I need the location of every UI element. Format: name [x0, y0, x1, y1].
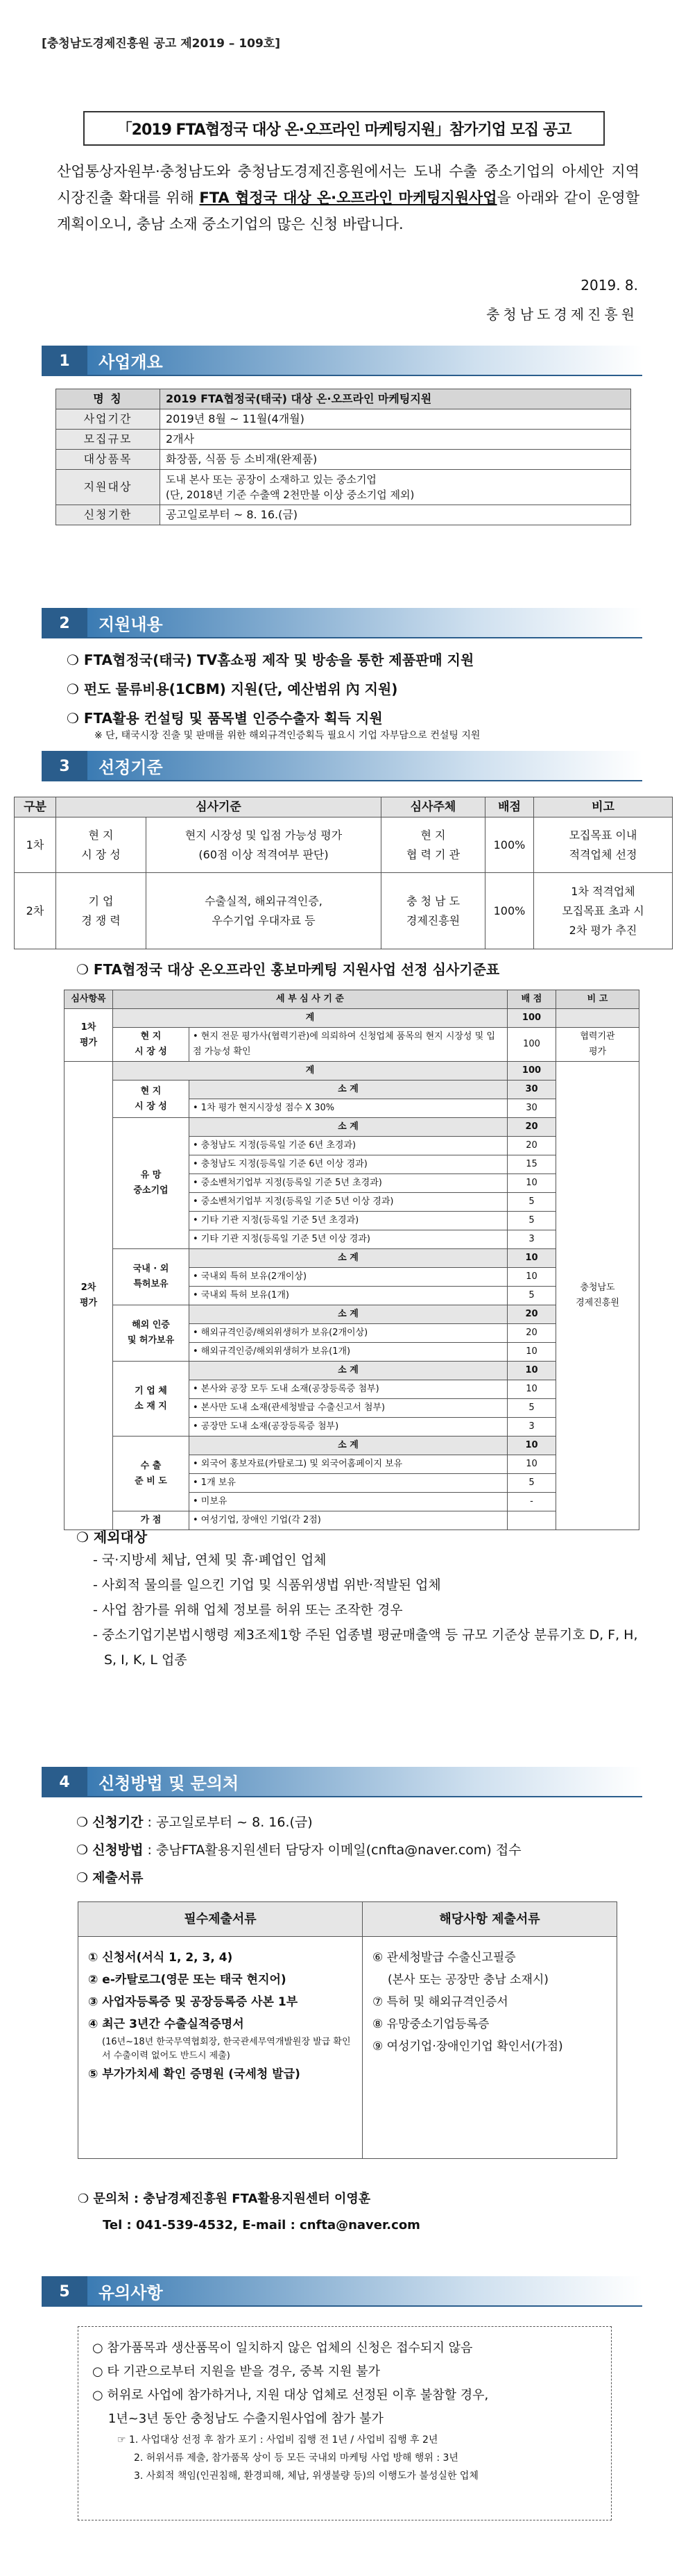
issue-date-block [486, 271, 638, 329]
table-row: • 충청남도 지정(등록일 기준 6년 초경과) 20 [64, 1137, 639, 1155]
table-row: • 기타 기관 지정(등록일 기준 5년 이상 경과) 3 [64, 1230, 639, 1249]
section-4-header: 4 신청방법 및 문의처 [42, 1767, 642, 1797]
table-row: 기 업 체 소 재 지 소 계 10 [64, 1362, 639, 1380]
table-row: • 공장만 도내 소재(공장등록증 첨부) 3 [64, 1418, 639, 1437]
scoring-table: 심사항목 세 부 심 사 기 준 배 점 비 고 1차 평가 계 100 현 지 시 장 성 • 현지 전문 평가사(협력기관)에 의뢰하여 신청업체 품목의 현지 시장성 및 입점 가능성 확인 100 협력기관 평가 2차 평가 계 100 충청남도 경제진흥원 현 지 시 장 성 소 계 30 • 1차 평가 현지시장성 점수 X 30% 30 유 망 중소기업 소 계 20 • 충청남도 지정(등록일 기준 6년 초경과) 20 • 충청남도 지정(등록일 기준 6년 이상 경과) 15 • 중소벤처기업부 지정(등록일 기준 5년 초경과) 10 • 중소벤처기업부 지정(등록일 기준 5년 이상 경과) 5 • 기타 기관 지정(등록일 기준 5년 초경과) 5 • 기타 기관 지정(등록일 기준 5년 이상 경과) 3 국내 · 외 특허보유 소 계 10 • 국내외 특허 보유(2개이상) 10 • 국내외 특허 보유(1개) 5 해외 인증 및 허가보유 소 계 20 • 해외규격인증/해외위생허가 보유(2개이상) 20 • 해외규격인증/해외위생허가 보유(1개) 10 기 업 체 소 재 지 소 계 10 • 본사와 공장 모두 도내 소재(공장등록증 첨부) 10 • 본사만 도내 소재(관세청발급 수출신고서 첨부) 5 • 공장만 도내 소재(공장등록증 첨부) 3 수 출 준 비 도 소 계 10 • 외국어 홍보자료(카탈로그) 및 외국어홈페이지 보유 10 • 1개 보유 5 • 미보유 - 가 점 • 여성기업, 장애인 기업(각 2점) [64, 990, 639, 1530]
section-2-header: 2 지원내용 [42, 608, 642, 638]
table-row: 2차 평가 계 100 충청남도 경제진흥원 [64, 1062, 639, 1081]
section-3-header: 3 선정기준 [42, 751, 642, 781]
criteria-table: 구분 심사기준 심사주체 배점 비고 1차 현 지 시 장 성 현지 시장성 및 입점 가능성 평가 (60점 이상 적격여부 판단) 현 지 협 력 기 관 100% 모집목표 이내 적격업체 선정 2차 기 업 경 쟁 력 수출실적, 해외규격인증, 우수기업 우대자료 등 충 청 남 도 경제진흥원 100% 1차 적격업체 모집목표 초과 시 2차 평가 추진 [14, 797, 673, 949]
exclusion-block: ❍ 제외대상 - 국·지방세 체납, 연체 및 휴·폐업인 업체 - 사회적 물의를 일으킨 기업 및 식품위생법 위반·적발된 업체 - 사업 참가를 위해 업체 정보를 허위 또는 조작한 경우 - 중소기업기본법시행령 제3조제1항 주된 업종별 평균매출액 등 규모 기준상 분류기호 D, F, H, S, I, K, L 업종 [76, 1529, 638, 1668]
section-5-header: 5 유의사항 [42, 2276, 642, 2307]
cautions-box: ○ 참가품목과 생산품목이 일치하지 않은 업체의 신청은 접수되지 않음 ○ 타 기관으로부터 지원을 받을 경우, 중복 지원 불가 ○ 허위로 사업에 참가하거나, 지원 대상 업체로 선정된 이후 불참할 경우, 1년~3년 동안 충청남도 수출지원사업에 참가 불가 ☞ 1. 사업대상 선정 후 참가 포기 : 사업비 집행 전 1년 / 사업비 집행 후 2년 2. 허위서류 제출, 참가품목 상이 등 모든 국내외 마케팅 사업 방해 행위 : 3년 3. 사회적 책임(인권침해, 환경피해, 체납, 위생불량 등)의 이행도가 불성실한 업체 [78, 2326, 612, 2520]
table-row: 수 출 준 비 도 소 계 10 [64, 1437, 639, 1455]
issuer: 충청남도경제진흥원 [486, 306, 638, 323]
scoring-subtitle: ❍ FTA협정국 대상 온오프라인 홍보마케팅 지원사업 선정 심사기준표 [76, 961, 500, 978]
table-row: 유 망 중소기업 소 계 20 [64, 1118, 639, 1137]
table-row: • 외국어 홍보자료(카탈로그) 및 외국어홈페이지 보유 10 [64, 1455, 639, 1474]
table-row: • 본사와 공장 모두 도내 소재(공장등록증 첨부) 10 [64, 1380, 639, 1399]
table-row: • 기타 기관 지정(등록일 기준 5년 초경과) 5 [64, 1212, 639, 1230]
overview-table: 명 칭 2019 FTA협정국(태국) 대상 온·오프라인 마케팅지원 사업기간 2019년 8월 ~ 11월(4개월) 모집규모 2개사 대상품목 화장품, 식품 등 소비재(완제품) 지원대상 도내 본사 또는 공장이 소재하고 있는 중소기업 (단, 2018년 기준 수출액 2천만불 이상 중소기업 제외) 신청기한 공고일로부터 ~ 8. 16.(금) [55, 389, 631, 525]
table-row: • 1차 평가 현지시장성 점수 X 30% 30 [64, 1099, 639, 1118]
table-row: • 해외규격인증/해외위생허가 보유(2개이상) 20 [64, 1324, 639, 1343]
notice-number: [충청남도경제진흥원 공고 제2019 – 109호] [42, 37, 280, 51]
issue-date: 2019. 8. [580, 277, 638, 294]
intro-paragraph: 산업통상자원부·충청남도와 충청남도경제진흥원에서는 도내 수출 중소기업의 아세안 지역 시장진출 확대를 위해 FTA 협정국 대상 온·오프라인 마케팅지원사업을 아래와 같이 운영할 계획이오니, 충남 소재 중소기업의 많은 신청 바랍니다. [57, 163, 639, 232]
cell: 명 칭 [56, 389, 160, 409]
table-row: • 중소벤처기업부 지정(등록일 기준 5년 초경과) 10 [64, 1174, 639, 1193]
table-row: • 중소벤처기업부 지정(등록일 기준 5년 이상 경과) 5 [64, 1193, 639, 1212]
table-row: • 충청남도 지정(등록일 기준 6년 이상 경과) 15 [64, 1155, 639, 1174]
table-row: 해외 인증 및 허가보유 소 계 20 [64, 1305, 639, 1324]
page-title: 「2019 FTA협정국 대상 온·오프라인 마케팅지원」참가기업 모집 공고 [83, 111, 605, 146]
support-list: ❍ FTA협정국(태국) TV홈쇼핑 제작 및 방송을 통한 제품판매 지원 ❍ 펀도 물류비용(1CBM) 지원(단, 예산범위 內 지원) ❍ FTA활용 컨설팅 및 품목별 인증수출자 획득 지원 ※ 단, 태국시장 진출 및 판매를 위한 해외규격인증획득 필요시 기업 자부담으로 컨설팅 지원 [67, 652, 481, 741]
table-row: • 국내외 특허 보유(2개이상) 10 [64, 1268, 639, 1287]
apply-info: ❍ 신청기간 : 공고일로부터 ~ 8. 16.(금) ❍ 신청방법 : 충남FTA활용지원센터 담당자 이메일(cnfta@naver.com) 접수 ❍ 제출서류 [76, 1815, 522, 1886]
contact-block: ❍ 문의처 : 충남경제진흥원 FTA활용지원센터 이영훈 Tel : 041-539-4532, E-mail : cnfta@naver.com [78, 2192, 420, 2232]
table-row: • 1개 보유 5 [64, 1474, 639, 1493]
section-1-header: 1 사업개요 [42, 346, 642, 376]
table-row: • 국내외 특허 보유(1개) 5 [64, 1287, 639, 1305]
table-row: 국내 · 외 특허보유 소 계 10 [64, 1249, 639, 1268]
table-row: • 미보유 - [64, 1493, 639, 1511]
table-row: • 본사만 도내 소재(관세청발급 수출신고서 첨부) 5 [64, 1399, 639, 1418]
table-row: 가 점 • 여성기업, 장애인 기업(각 2점) [64, 1511, 639, 1530]
table-row: 현 지 시 장 성 소 계 30 [64, 1081, 639, 1099]
table-row: • 해외규격인증/해외위생허가 보유(1개) 10 [64, 1343, 639, 1362]
documents-table: 필수제출서류 해당사항 제출서류 ① 신청서(서식 1, 2, 3, 4) ② e-카탈로그(영문 또는 태국 현지어) ③ 사업자등록증 및 공장등록증 사본 1부 ④ 최근 3년간 수출실적증명서 (16년~18년 한국무역협회장, 한국관세무역개발원장 발급 확인서 수출이력 없어도 반드시 제출) ⑤ 부가가치세 확인 증명원 (국세청 발급) ⑥ 관세청발급 수출신고필증 (본사 또는 공장만 충남 소재시) ⑦ 특허 및 해외규격인증서 ⑧ 유망중소기업등록증 ⑨ 여성기업·장애인기업 확인서(가점) [78, 1901, 617, 2159]
